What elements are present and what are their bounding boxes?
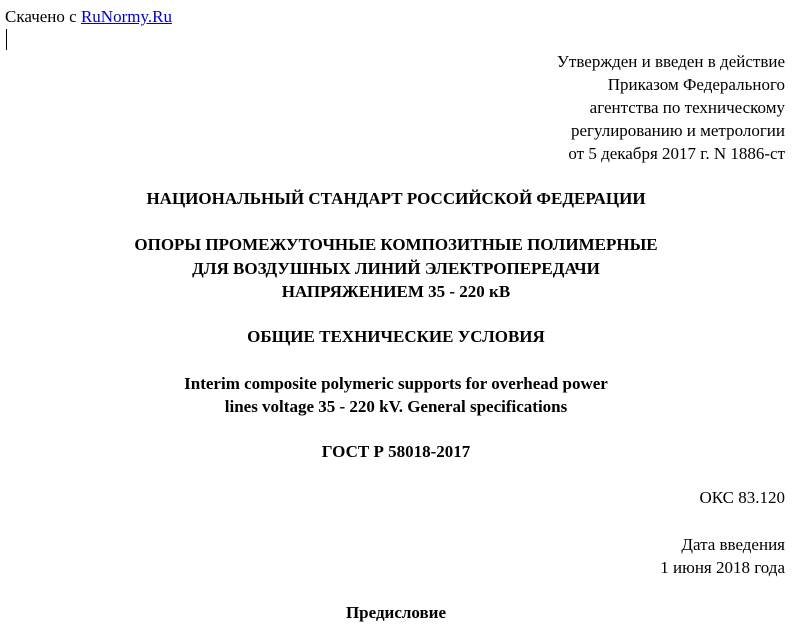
approval-line-3: агентства по техническому [589,98,785,117]
standard-category: НАЦИОНАЛЬНЫЙ СТАНДАРТ РОССИЙСКОЙ ФЕДЕРАЦИИ [146,189,646,208]
intro-date: 1 июня 2018 года [660,558,785,577]
subtitle: ОБЩИЕ ТЕХНИЧЕСКИЕ УСЛОВИЯ [247,327,545,346]
source-note [5,7,172,27]
english-title-line-2: lines voltage 35 - 220 kV. General specifications [224,397,568,416]
title-line-3: НАПРЯЖЕНИЕМ 35 - 220 кВ [281,282,511,301]
source-link[interactable]: RuNormy.Ru [80,7,172,26]
section-heading: Предисловие [345,603,447,622]
approval-line-4: регулированию и метрологии [570,121,785,140]
approval-line-2: Приказом Федерального [607,75,785,94]
standard-code: ГОСТ Р 58018-2017 [321,442,471,461]
text-cursor [6,29,7,50]
approval-line-5: от 5 декабря 2017 г. N 1886-ст [568,144,785,163]
english-title-line-1: Interim composite polymeric supports for overhead power [184,374,608,393]
approval-line-1: Утвержден и введен в действие [556,52,785,71]
title-line-1: ОПОРЫ ПРОМЕЖУТОЧНЫЕ КОМПОЗИТНЫЕ ПОЛИМЕРНЫЕ [134,235,658,254]
title-line-2: ДЛЯ ВОЗДУШНЫХ ЛИНИЙ ЭЛЕКТРОПЕРЕДАЧИ [192,259,600,278]
oks-code: ОКС 83.120 [699,488,785,507]
intro-date-label: Дата введения [681,535,785,554]
source-prefix: Скачено с [5,7,77,26]
